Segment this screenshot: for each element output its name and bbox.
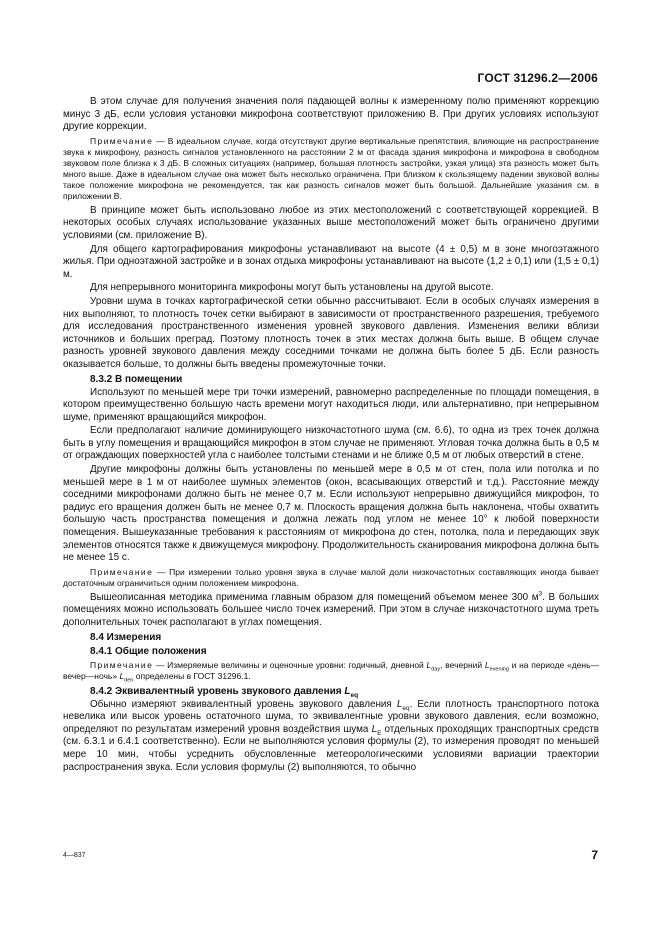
text-run: Обычно измеряют эквивалентный уровень звукового давления [90,698,397,710]
paragraph: Если предполагают наличие доминирующего низкочастотного шума (см. 6.6), то одна из трех точек должна быть в углу помещения и вращающийся микрофон в этом случае не применяют. Угловая точка должна быть в 0,5 м от ограждающих поверхностей угла с наиболее толстыми стенами и не ближе 0,5 м от любых отверстий в стене. [63,425,599,462]
paragraph: Используют по меньшей мере три точки измерений, равномерно распределенные по площади помещения, в котором преимущественно большую часть времени могут находиться люди, или альтернативно, при непрерывном шуме, применяют вращающийся микрофон. [63,386,599,423]
paragraph: Другие микрофоны должны быть установлены по меньшей мере в 0,5 м от стен, пола или потолка и по меньшей мере в 1 м от наиболее шумных элементов (окон, всасывающих отверстий и т.д.). Расстояние между соседними микрофонами должно быть не менее 0,7 м. Если используют непрерывно движущийся микрофон, то радиус его вращения должен быть не менее 0,7 м. Плоскость вращения должна быть наклонена, чтобы охватить большую часть пространства помещения и должна лежать под углом не менее 10° к любой поверхности помещения. Вышеуказанные требования к расстояниям от микрофона до стен, потолка, пола и передающих звук элементов относятся также к движущемуся микрофону. Продолжительность сканирования микрофона должна быть не менее 15 с. [63,464,599,564]
note [63,136,599,202]
section-heading-8-4-2 [63,685,599,698]
superscript: 3 [538,590,543,598]
note [63,567,599,589]
note-label: Примечание [90,566,154,577]
section-heading-8-4-1: 8.4.1 Общие положения [90,645,207,657]
text-run: — Измеряемые величины и оценочные уровни: годичный, дневной [153,659,427,670]
document-body [63,96,599,775]
subscript: E [377,729,382,737]
paragraph: В принципе может быть использовано любое из этих местоположений с соответствующей коррекцией. В некоторых особых случаях использование указанных выше местоположений может быть ограничено другими условиями (см. приложение В). [63,204,599,241]
symbol: L [371,723,378,735]
symbol: L [426,659,432,670]
subscript: eq [350,691,359,699]
section-heading-8-4: 8.4 Измерения [90,631,162,643]
paragraph: Уровни шума в точках картографической сетки обычно рассчитывают. Если в особых случаях измерения в них выполняют, то плотность точек сетки выбирают в зависимости от пространственного разрешения, требуемого для исследования пространственного изменения уровней звукового давления. Изменения велики вблизи источников и больших преград. Поэтому плотность точек в этих местах должна быть выше. В общем случае разность уровней звукового давления между соседними точками не должна быть более 5 дБ. Если разность оказывается больше, то должны быть введены промежуточные точки. [63,295,599,370]
paragraph: Для общего картографирования микрофоны устанавливают на высоте (4 ± 0,5) м в зоне многоэтажного жилья. При одноэтажной застройке и в зонах отдыха микрофоны устанавливают на высоте (1,2 ± 0,1) или (1,5 ± 0,1) м. [63,243,599,280]
note-label: Примечание [90,659,154,670]
note-text: — При измерении только уровня звука в случае малой доли низкочастотных составляющих иногда бывает достаточным ограничиться одним положением микрофона. [63,566,599,588]
symbol: L [396,698,403,710]
text-run: отдельных проходящих транспортных средств (см. 6.3.1 и 6.4.1 соответственно). Если не выполняются условия формулы (2), то измерения проводят по меньшей мере 10 мин, чтобы усреднить обусловленные метеорологическими условиями вариации траектории распространения звука. Если условия формулы (2) выполняются, то обычно [63,723,599,773]
paragraph: В этом случае для получения значения поля падающей волны к измеренному полю применяют коррекцию минус 3 дБ, если условия установки микрофона соответствуют приложению В. При других условиях используют другие коррекции. [63,96,599,133]
subscript: evening [489,666,509,673]
text-run: и на периоде «день—вечер—ночь» [63,659,600,681]
text-run: . В больших помещениях можно использовать большее число точек измерений. При этом в случае низкочастотного шума треть дополнительных точек располагают в углах помещения. [63,591,599,628]
symbol: L [484,659,490,670]
paragraph [63,699,599,775]
print-code: 4—837 [63,852,86,859]
subscript: den [124,677,134,684]
text-run: Вышеописанная методика применима главным образом для помещений объемом менее 300 м [90,591,539,603]
paragraph [63,592,599,630]
text-run: . Если плотность транспортного потока невелика или высок уровень остаточного шума, то эквивалентные уровни звукового давления, если возможно, определяют по результатам измерений уровня воздействия шума [63,698,599,735]
text-run: , вечерний [440,659,485,670]
paragraph: Для непрерывного мониторинга микрофоны могут быть установлены на другой высоте. [90,282,494,294]
note-label: Примечание [90,135,154,146]
symbol: L [344,685,351,697]
subscript: day [431,666,441,673]
text-run: определены в ГОСТ 31296.1. [133,670,251,681]
symbol: L [119,670,125,681]
section-heading-8-3-2: 8.3.2 В помещении [90,373,183,385]
standard-code-header: ГОСТ 31296.2—2006 [477,71,598,85]
note [63,660,599,682]
page-number: 7 [591,848,598,862]
note-text: — В идеальном случае, когда отсутствуют другие вертикальные препятствия, влияющие на распространение звука к микрофону, разность сигналов установленного на расстоянии 2 м от фасада здания микрофона и микрофона в свободном звуковом поле близка к 3 дБ. В сложных ситуациях (например, большая плотность застройки, узкая улица) эта разность может быть много выше. Даже в идеальном случае она может быть несколько ограничена. При близком к скользящему падении звуковой волны такое положение микрофона не рекомендуется, так как разность сигналов может быть большой. Дальнейшие указания см. в приложении В. [63,135,599,201]
subscript: eq [402,704,410,712]
text-run: 8.4.2 Эквивалентный уровень звукового давления [90,685,345,697]
